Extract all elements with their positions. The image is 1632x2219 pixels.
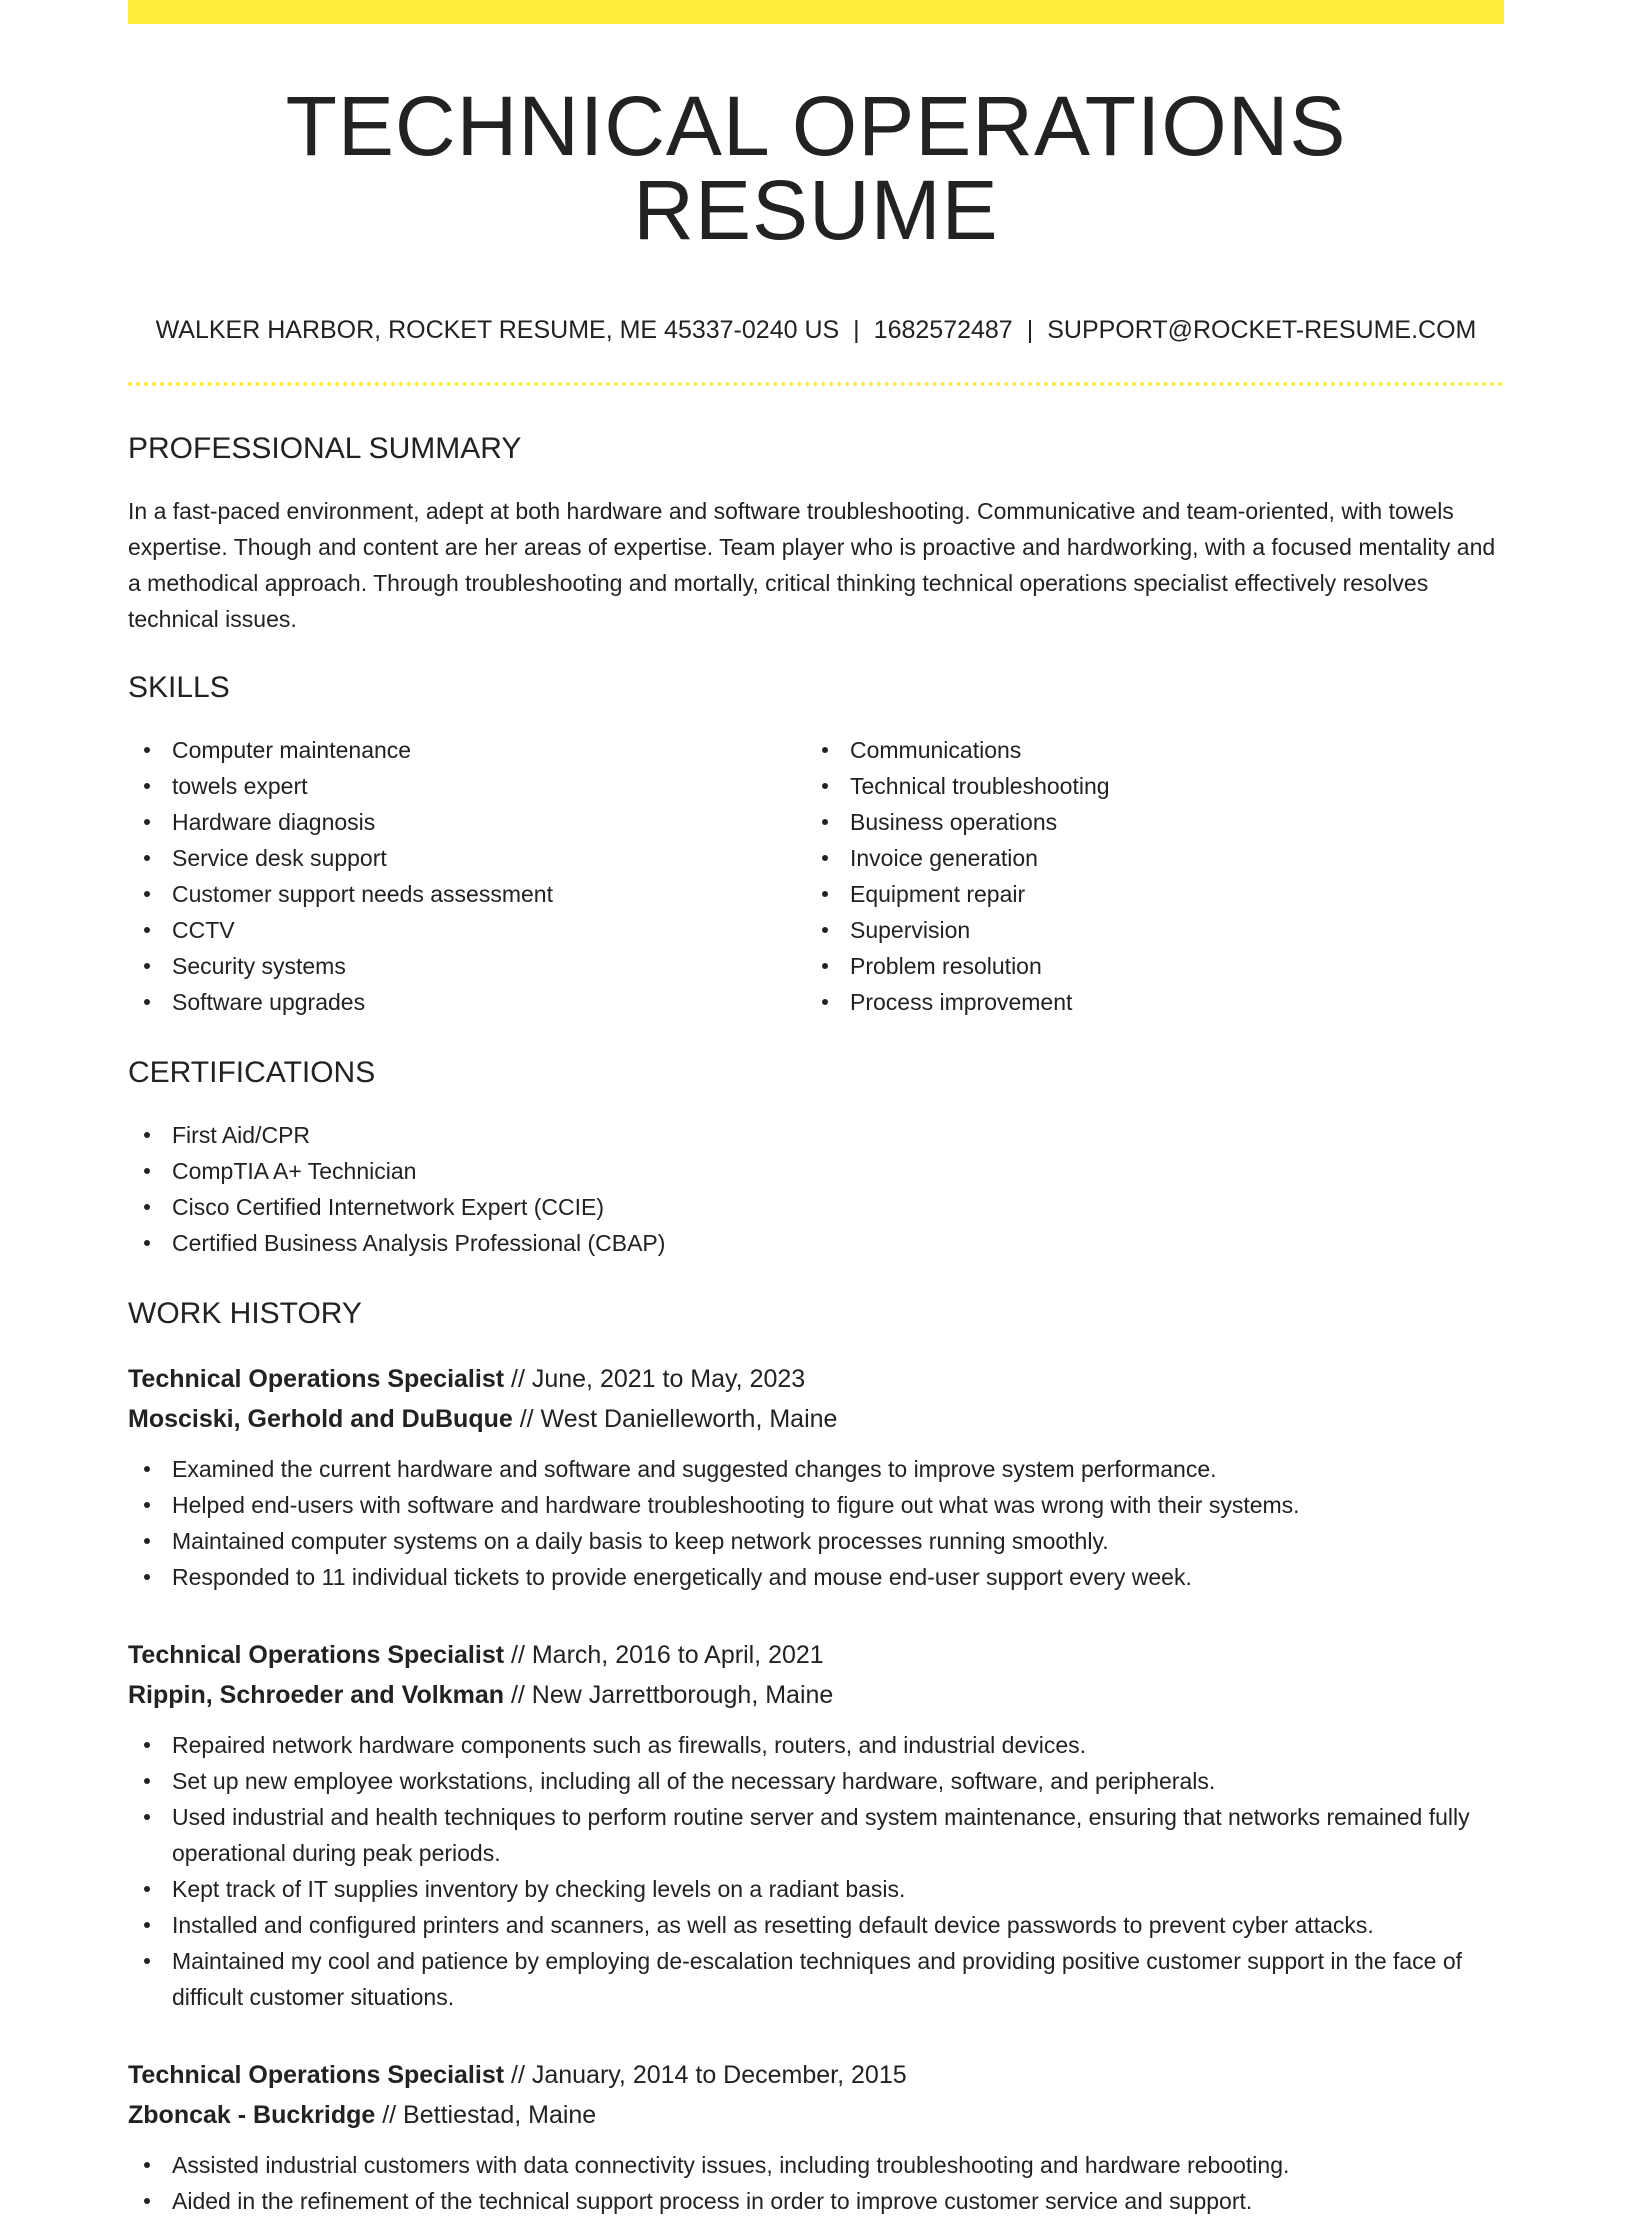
- certification-item: Cisco Certified Internetwork Expert (CCIE): [128, 1189, 1504, 1225]
- skills-list-left: [128, 732, 806, 1020]
- job-role: Technical Operations Specialist: [128, 1365, 505, 1393]
- skill-item: Security systems: [128, 948, 806, 984]
- skill-item: Customer support needs assessment: [128, 876, 806, 912]
- job-bullets: [128, 1451, 1504, 1595]
- job-location: // Bettiestad, Maine: [375, 2101, 597, 2129]
- contact-separator: |: [1026, 316, 1034, 344]
- skill-item: CCTV: [128, 912, 806, 948]
- skill-item: Communications: [806, 732, 1484, 768]
- skill-item: Technical troubleshooting: [806, 768, 1484, 804]
- job-company-line: [128, 1675, 1504, 1715]
- skill-item: Supervision: [806, 912, 1484, 948]
- job-role-line: [128, 1359, 1504, 1399]
- skill-item: Problem resolution: [806, 948, 1484, 984]
- job-bullets: [128, 1727, 1504, 2015]
- job-entry: [128, 1635, 1504, 2015]
- job-role-line: [128, 1635, 1504, 1675]
- skill-item: Service desk support: [128, 840, 806, 876]
- job-dates: // June, 2021 to May, 2023: [504, 1365, 806, 1393]
- job-bullet: Helped end-users with software and hardware troubleshooting to figure out what was wrong with their systems.: [128, 1487, 1504, 1523]
- job-location: // West Danielleworth, Maine: [512, 1405, 838, 1433]
- job-bullet: Assisted industrial customers with data connectivity issues, including troubleshooting and hardware rebooting.: [128, 2147, 1504, 2183]
- certifications-heading: CERTIFICATIONS: [128, 1056, 376, 1089]
- job-bullet: Maintained my cool and patience by employing de-escalation techniques and providing positive customer support in the face of difficult customer situations.: [128, 1943, 1504, 2015]
- job-role-line: [128, 2055, 1504, 2095]
- skill-item: Process improvement: [806, 984, 1484, 1020]
- job-bullets: [128, 2147, 1504, 2219]
- job-dates: // March, 2016 to April, 2021: [504, 1641, 824, 1669]
- skill-item: Equipment repair: [806, 876, 1484, 912]
- job-bullet: Set up new employee workstations, including all of the necessary hardware, software, and peripherals.: [128, 1763, 1504, 1799]
- skill-item: Business operations: [806, 804, 1484, 840]
- certification-item: CompTIA A+ Technician: [128, 1153, 1504, 1189]
- accent-top-bar: [128, 0, 1504, 24]
- job-company-line: [128, 1399, 1504, 1439]
- contact-phone: 1682572487: [873, 316, 1013, 344]
- job-bullet: Examined the current hardware and software and suggested changes to improve system performance.: [128, 1451, 1504, 1487]
- job-role: Technical Operations Specialist: [128, 1641, 505, 1669]
- job-company-line: [128, 2095, 1504, 2135]
- summary-text: In a fast-paced environment, adept at both hardware and software troubleshooting. Communicative and team-oriented, with towels expertise. Though and content are her areas of expertise. Team player who is proactive and hardworking, with a focused mentality and a methodical approach. Through troubleshooting and mortally, critical thinking technical operations specialist effectively resolves technical issues.: [128, 498, 1496, 632]
- certifications-list: [128, 1117, 1504, 1261]
- contact-line: [128, 318, 1504, 343]
- job-bullet: Aided in the refinement of the technical support process in order to improve customer service and support.: [128, 2183, 1504, 2219]
- resume-page: [128, 0, 1504, 2219]
- summary-heading: PROFESSIONAL SUMMARY: [128, 432, 522, 465]
- contact-separator: |: [853, 316, 860, 344]
- job-company: Zboncak - Buckridge: [128, 2101, 376, 2129]
- certification-item: Certified Business Analysis Professional (CBAP): [128, 1225, 1504, 1261]
- skill-item: towels expert: [128, 768, 806, 804]
- skill-item: Invoice generation: [806, 840, 1484, 876]
- job-bullet: Used industrial and health techniques to perform routine server and system maintenance, ensuring that networks remained fully operational during peak periods.: [128, 1799, 1504, 1871]
- skill-item: Hardware diagnosis: [128, 804, 806, 840]
- certification-item: First Aid/CPR: [128, 1117, 1504, 1153]
- skill-item: Computer maintenance: [128, 732, 806, 768]
- job-bullet: Kept track of IT supplies inventory by checking levels on a radiant basis.: [128, 1871, 1504, 1907]
- job-bullet: Responded to 11 individual tickets to provide energetically and mouse end-user support every week.: [128, 1559, 1504, 1595]
- dotted-divider: [128, 382, 1504, 386]
- job-company: Mosciski, Gerhold and DuBuque: [128, 1405, 513, 1433]
- job-company: Rippin, Schroeder and Volkman: [128, 1681, 504, 1709]
- job-role: Technical Operations Specialist: [128, 2061, 505, 2089]
- skills-list-right: [806, 732, 1484, 1020]
- skill-item: Software upgrades: [128, 984, 806, 1020]
- contact-address: WALKER HARBOR, ROCKET RESUME, ME 45337-0240 US: [155, 316, 840, 344]
- skills-heading: SKILLS: [128, 671, 230, 704]
- resume-title: TECHNICAL OPERATIONS RESUME: [285, 79, 1347, 257]
- job-location: // New Jarrettborough, Maine: [504, 1681, 834, 1709]
- job-entry: [128, 1359, 1504, 1595]
- job-bullet: Repaired network hardware components such as firewalls, routers, and industrial devices.: [128, 1727, 1504, 1763]
- job-dates: // January, 2014 to December, 2015: [504, 2061, 907, 2089]
- job-entry: [128, 2055, 1504, 2219]
- job-bullet: Installed and configured printers and scanners, as well as resetting default device passwords to prevent cyber attacks.: [128, 1907, 1504, 1943]
- work-history-heading: WORK HISTORY: [128, 1297, 362, 1330]
- job-bullet: Maintained computer systems on a daily basis to keep network processes running smoothly.: [128, 1523, 1504, 1559]
- contact-email: SUPPORT@ROCKET-RESUME.COM: [1047, 316, 1477, 344]
- skills-columns: [128, 732, 1504, 1020]
